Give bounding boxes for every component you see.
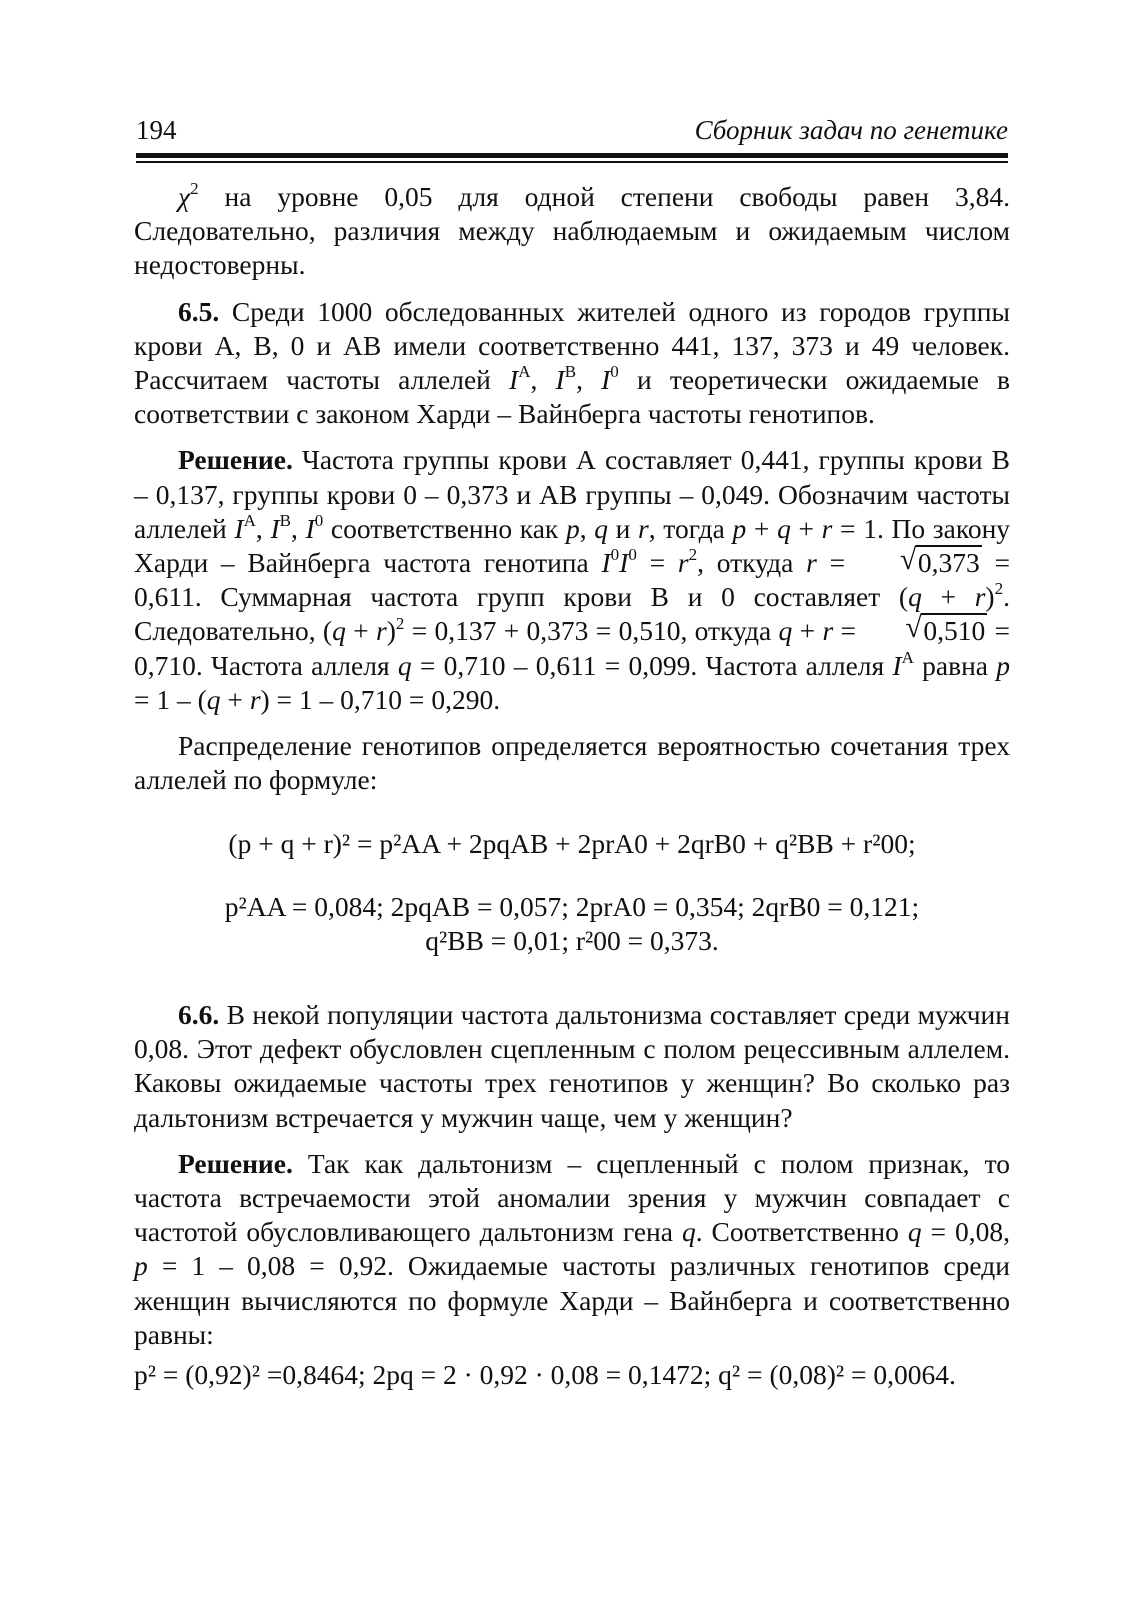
task-number: 6.5. bbox=[178, 295, 220, 327]
paragraph-solution-6-5: Решение. Частота группы крови А составляет 0,441, группы крови В – 0,137, группы крови 0 – 0,373 и АВ группы – 0,049. Обозначим частоты аллелей $I^A$, $I^B$, $I^0$ соответственно как p, q и r, тогда p + q + r = 1. По закону Харди – Вайнберга частота генотипа $I^0I^0 = r^2$, откуда r = √ 0,373 = 0,611. Суммарная частота групп крови В и 0 составляет $(q + r)^2$. Следовательно, $(q + r)^2 = 0,137 + 0,373 = 0,510$, откуда q + r = √ 0,510 = 0,710. Частота аллеля q = 0,710 – 0,611 = 0,099. Частота аллеля $I^A$ равна p = 1 – (q + r) = 1 – 0,710 = 0,290. bbox=[134, 443, 1010, 717]
page-body bbox=[134, 180, 1010, 1392]
paragraph-task-6-6: 6.6. В некой популяции частота дальтонизма составляет среди мужчин 0,08. Этот дефект обусловлен сцепленным с полом рецессивным аллелем. Каковы ожидаемые частоты трех генотипов у женщин? Во сколько раз дальтонизм встречается у мужчин чаще, чем у женщин? bbox=[134, 999, 1010, 1133]
solution-label: Решение. bbox=[178, 1147, 293, 1179]
formula-values-line1: p²AA = 0,084; 2pqAB = 0,057; 2prA0 = 0,354; 2qrB0 = 0,121; bbox=[224, 890, 920, 922]
formula-values-line2: q²BB = 0,01; r²00 = 0,373. bbox=[425, 924, 719, 956]
paragraph-solution-6-6: Решение. Так как дальтонизм – сцепленный с полом признак, то частота встречаемости этой аномалии зрения у мужчин совпадает с частотой обусловливающего дальтонизм гена q. Соответственно q = 0,08, p = 1 – 0,08 = 0,92. Ожидаемые частоты различных генотипов среди женщин вычисляются по формуле Харди – Вайнберга и соответственно равны: bbox=[134, 1147, 1011, 1350]
page-header bbox=[136, 104, 1008, 146]
solution-label: Решение. bbox=[178, 444, 293, 476]
paragraph-task-6-5: 6.5. Среди 1000 обследованных жителей одного из городов группы крови А, В, 0 и АВ имели соответственно 441, 137, 373 и 49 человек. Рассчитаем частоты аллелей $I^A$, $I^B$, $I^0$ и теоретически ожидаемые в соответствии с законом Харди – Вайнберга частоты генотипов. bbox=[134, 295, 1011, 430]
paragraph-intro: $\chi^2$ на уровне 0,05 для одной степени свободы равен 3,84. Следовательно, различия между наблюдаемым и ожидаемым числом недостоверны. bbox=[134, 179, 1010, 281]
page-number: 194 bbox=[136, 115, 177, 145]
square-root: √ 0,373 bbox=[858, 546, 982, 580]
task-number: 6.6. bbox=[178, 999, 220, 1031]
formula-hardy-weinberg: (p + q + r)² = p²AA + 2pqAB + 2prA0 + 2qrB0 + q²BB + r²00; bbox=[228, 828, 916, 860]
formula-final: p² = (0,92)² =0,8464; 2pq = 2 · 0,92 · 0,08 = 0,1472; q² = (0,08)² = 0,0064. bbox=[134, 1359, 956, 1391]
header-rule-thick bbox=[136, 153, 1008, 158]
paragraph-distribution: Распределение генотипов определяется вероятностью сочетания трех аллелей по формуле: bbox=[134, 730, 1010, 796]
running-title: Сборник задач по генетике bbox=[694, 115, 1008, 145]
square-root: √ 0,510 bbox=[863, 614, 987, 648]
header-rule-thin bbox=[136, 161, 1008, 163]
